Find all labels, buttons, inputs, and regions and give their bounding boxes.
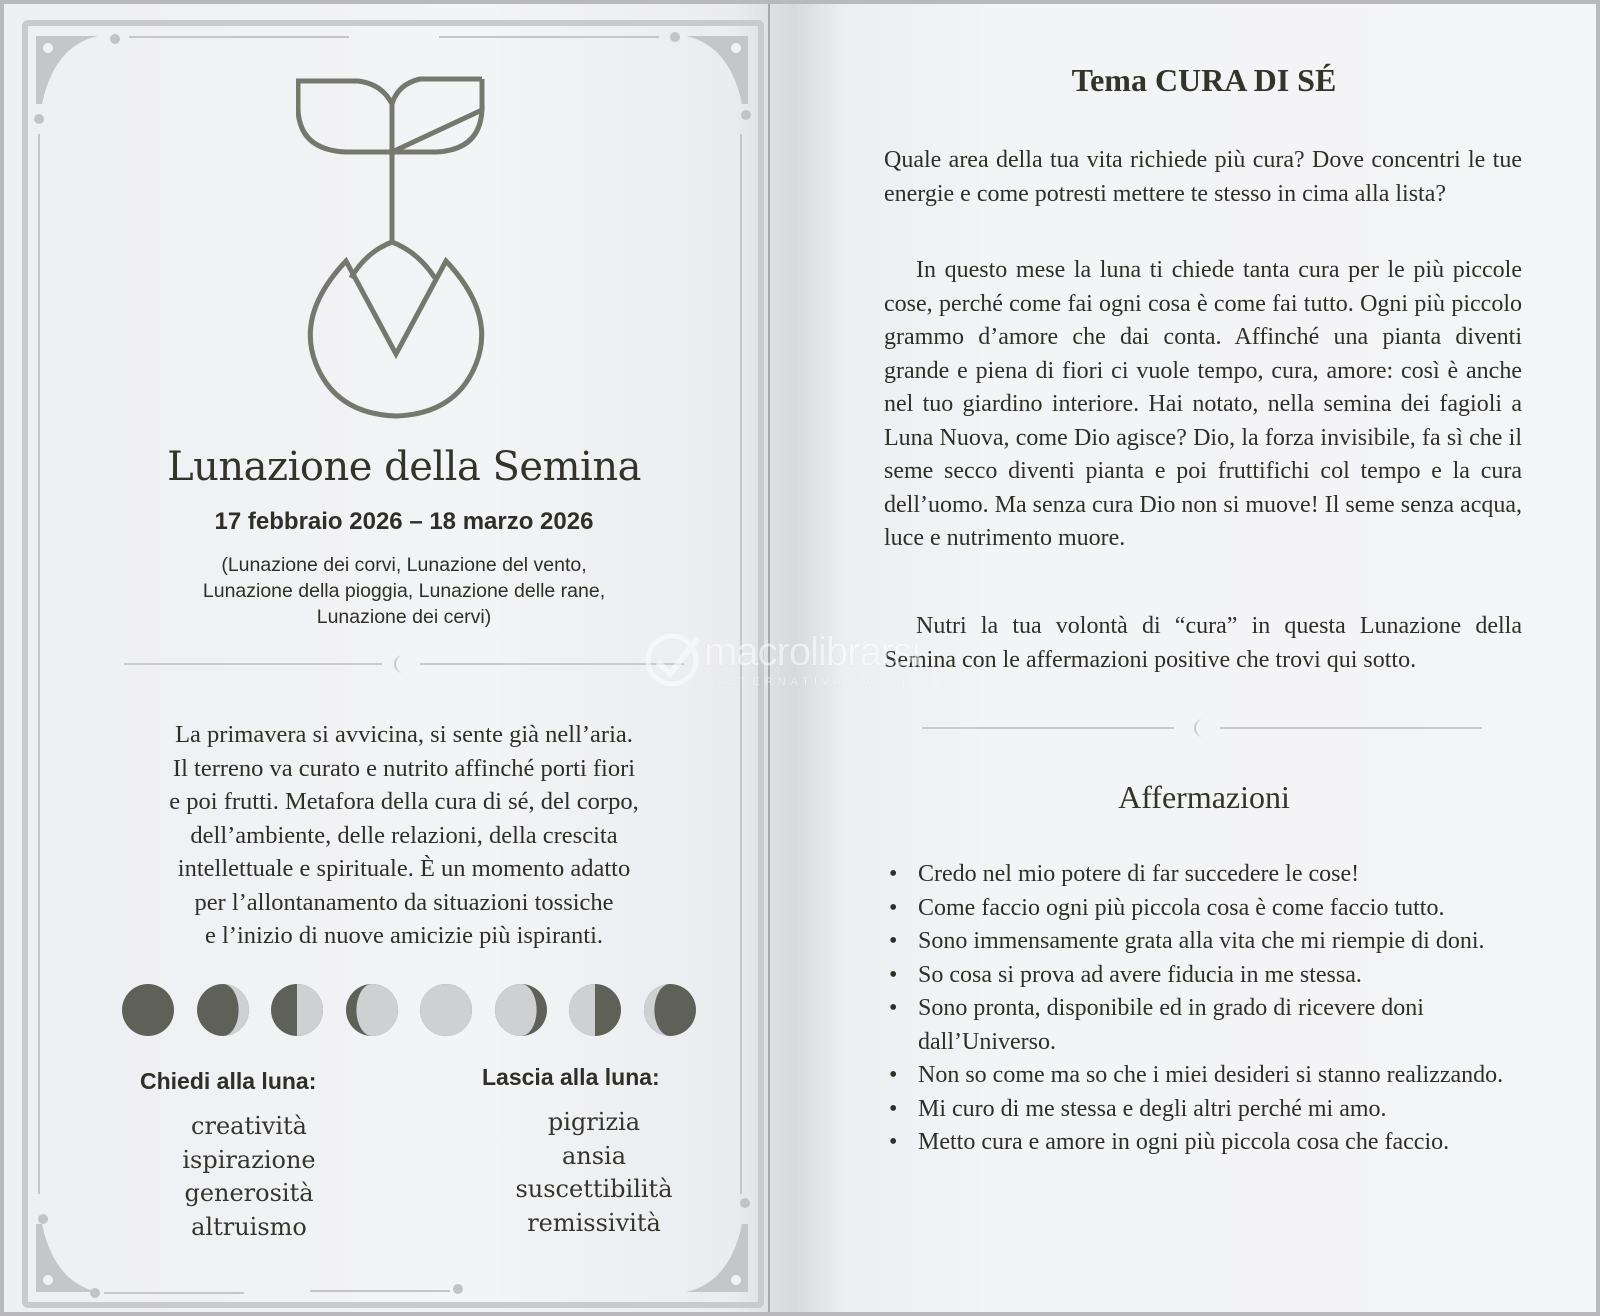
- bullet-icon: •: [889, 1095, 898, 1122]
- affirmation-item: [884, 925, 1524, 959]
- divider-rule: [420, 663, 684, 665]
- bullet-icon: •: [889, 961, 898, 988]
- divider-rule: [1220, 727, 1482, 729]
- intro-line: Il terreno va curato e nutrito affinché porti fiori: [172, 754, 636, 782]
- bullet-icon: •: [889, 1062, 898, 1088]
- frame-dot: [741, 110, 751, 120]
- affirmation-item: [884, 1126, 1524, 1160]
- leave-item: remissività: [527, 1208, 661, 1237]
- frame-rule: [38, 134, 40, 1194]
- bullet-icon: •: [889, 894, 898, 921]
- affirmation-item: [884, 858, 1524, 892]
- divider-rule: [124, 663, 382, 665]
- affirmation-text: Come faccio ogni più piccola cosa è come faccio tutto.: [918, 894, 1445, 921]
- crescent-moon-icon: [390, 654, 410, 674]
- intro-line: intellettuale e spirituale. È un momento adatto: [177, 855, 631, 882]
- leave-item: ansia: [561, 1141, 627, 1170]
- waning-gibbous-icon: [493, 982, 549, 1038]
- bullet-icon: •: [889, 995, 898, 1021]
- affirmations-title: Affermazioni: [1118, 779, 1290, 815]
- leave-item: pigrizia: [547, 1108, 641, 1136]
- bullet-icon: •: [889, 861, 898, 887]
- ask-item: generosità: [184, 1179, 314, 1207]
- frame-dot: [34, 114, 44, 124]
- moon-phases-row: [120, 982, 710, 1038]
- affirmation-text: Non so come ma so che i miei desideri si stanno realizzando.: [918, 1062, 1504, 1088]
- first-quarter-icon: [269, 982, 325, 1038]
- affirmation-text: Metto cura e amore in ogni più piccola cosa che faccio.: [918, 1129, 1450, 1155]
- lunation-dates: 17 febbraio 2026 – 18 marzo 2026: [214, 508, 594, 535]
- theme-title: Tema CURA DI SÉ: [1071, 62, 1337, 98]
- bullet-icon: •: [889, 1129, 898, 1155]
- affirmation-text: Sono immensamente grata alla vita che mi riempie di doni.: [918, 928, 1485, 954]
- theme-question-paragraph: Quale area della tua vita richiede più cura? Dove concentri le tue energie e come potresti mettere te stesso in cima alla lista?: [884, 147, 1522, 207]
- sprouting-seed-icon: [296, 74, 496, 424]
- full-moon-icon: [418, 982, 474, 1038]
- crescent-moon-icon: [1190, 718, 1210, 738]
- affirmation-text: Credo nel mio potere di far succedere le cose!: [918, 861, 1360, 887]
- theme-closing-paragraph: Nutri la tua volontà di “cura” in questa Lunazione della Semina con le affermazioni positive che trovi qui sotto.: [884, 613, 1522, 673]
- intro-paragraph: [114, 718, 694, 953]
- affirmation-item: [884, 1059, 1524, 1093]
- frame-dot: [90, 1288, 100, 1298]
- lunation-title: Lunazione della Semina: [167, 444, 641, 490]
- left-page: [4, 4, 796, 1312]
- frame-dot: [453, 1284, 463, 1294]
- watermark-brand: macrolibrarsi: [704, 630, 920, 674]
- section-divider: [124, 654, 684, 674]
- frame-rule: [104, 1292, 244, 1294]
- frame-rule: [740, 134, 742, 1194]
- frame-dot: [110, 34, 120, 44]
- intro-line: per l’allontanamento da situazioni tossiche: [194, 888, 614, 916]
- ask-moon-title: Chiedi alla luna:: [140, 1068, 317, 1094]
- ask-item: creatività: [191, 1112, 307, 1140]
- affirmation-text: Mi curo di me stessa e degli altri perché mi amo.: [918, 1095, 1387, 1122]
- affirmation-item: [884, 992, 1524, 1059]
- divider-rule: [922, 727, 1174, 729]
- frame-rule: [310, 1290, 450, 1292]
- waxing-crescent-icon: [195, 982, 251, 1038]
- leave-moon-list: [474, 1106, 714, 1240]
- frame-rule: [129, 36, 349, 38]
- affirmation-item: [884, 959, 1524, 993]
- ask-item: altruismo: [191, 1212, 307, 1241]
- frame-dot: [670, 32, 680, 42]
- ask-moon-list: [134, 1110, 364, 1244]
- affirmation-text: So cosa si prova ad avere fiducia in me stessa.: [918, 961, 1362, 988]
- alias-line: Lunazione della pioggia, Lunazione delle rane,: [202, 580, 606, 602]
- lunation-aliases: [104, 552, 704, 630]
- affirmation-item: [884, 892, 1524, 926]
- intro-line: e poi frutti. Metafora della cura di sé, del corpo,: [169, 788, 639, 815]
- new-moon-icon: [120, 982, 176, 1038]
- intro-line: dell’ambiente, delle relazioni, della crescita: [190, 821, 618, 849]
- intro-line: e l’inizio di nuove amicizie più ispiranti.: [204, 922, 604, 949]
- affirmation-text: Sono pronta, disponibile ed in grado di ricevere doni dall’Universo.: [918, 995, 1424, 1055]
- waxing-gibbous-icon: [344, 982, 400, 1038]
- theme-body-paragraph: In questo mese la luna ti chiede tanta cura per le più piccole cose, perché come fai ogni cosa è come fai tutto. Ogni più piccolo grammo d’amore che dai conta. Affinché una pianta diventi grande e piena di fiori ci vuole tempo, cura, amore: così è anche nel tuo giardino interiore. Hai notato, nella semina dei fagioli a Luna Nuova, come Dio agisce? Dio, la forza invisibile, fa sì che il seme secco diventi pianta e poi fruttifichi col tempo e la cura dell’uomo. Ma senza cura Dio non si muove! Il seme senza acqua, luce e nutrimento muore.: [884, 257, 1522, 551]
- alias-line: Lunazione dei cervi): [316, 606, 492, 628]
- bullet-icon: •: [889, 928, 898, 954]
- last-quarter-icon: [567, 982, 623, 1038]
- frame-dot: [38, 1214, 48, 1224]
- watermark-tagline: ALTERNATIVA NATURALE: [718, 676, 952, 688]
- page-edge: [768, 4, 770, 1312]
- leave-moon-title: Lascia alla luna:: [482, 1064, 660, 1090]
- waning-crescent-icon: [642, 982, 698, 1038]
- corner-ornament-icon: [34, 34, 114, 114]
- intro-line: La primavera si avvicina, si sente già nell’aria.: [175, 721, 633, 748]
- frame-rule: [439, 36, 659, 38]
- ask-item: ispirazione: [182, 1145, 316, 1174]
- book-spread: [4, 4, 1596, 1312]
- section-divider: [922, 718, 1482, 738]
- leave-item: suscettibilità: [515, 1175, 673, 1203]
- affirmations-list: [884, 858, 1524, 1160]
- corner-ornament-icon: [670, 34, 750, 114]
- affirmation-item: [884, 1093, 1524, 1127]
- alias-line: (Lunazione dei corvi, Lunazione del vento,: [221, 554, 587, 576]
- frame-dot: [740, 1198, 750, 1208]
- corner-ornament-icon: [34, 1214, 114, 1294]
